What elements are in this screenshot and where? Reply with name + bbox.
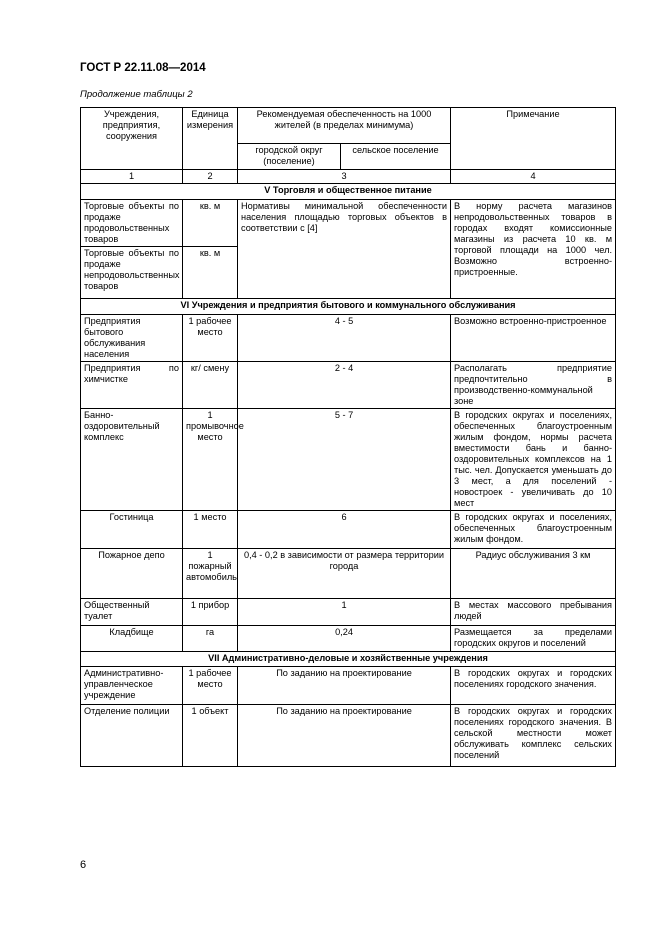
- col-number-3: 3: [238, 170, 451, 184]
- col-number-4: 4: [451, 170, 616, 184]
- row-value: 4 - 5: [238, 315, 451, 362]
- row-value: 1: [238, 599, 451, 626]
- row-unit: 1 прибор: [183, 599, 238, 626]
- col-number-2: 2: [183, 170, 238, 184]
- row-note: Размещается за пределами городских округов и поселений: [451, 626, 616, 652]
- row-name: Пожарное депо: [81, 549, 183, 599]
- row-unit: га: [183, 626, 238, 652]
- row-value: 2 - 4: [238, 362, 451, 409]
- row-note: В норму расчета магазинов непродовольственных товаров в городах входят комиссионные магазины из расчета 10 кв. м торговой площади на 1000 чел. Возможно встроенно- пристроенные.: [451, 200, 616, 299]
- row-unit: кв. м: [183, 247, 238, 299]
- row-name: Торговые объекты по продаже непродовольственных товаров: [81, 247, 183, 299]
- row-name: Предприятия бытового обслуживания населения: [81, 315, 183, 362]
- row-value: 6: [238, 511, 451, 549]
- table-caption: Продолжение таблицы 2: [80, 89, 193, 100]
- section-services: VI Учреждения и предприятия бытового и коммунального обслуживания: [81, 299, 616, 315]
- row-name: Предприятия по химчистке: [81, 362, 183, 409]
- row-name: Общественный туалет: [81, 599, 183, 626]
- page-number: 6: [80, 859, 87, 871]
- row-unit: 1 пожарный автомобиль: [183, 549, 238, 599]
- header-note: Примечание: [451, 108, 616, 170]
- row-name: Банно-оздоровительный комплекс: [81, 409, 183, 511]
- row-unit: 1 место: [183, 511, 238, 549]
- row-name: Кладбище: [81, 626, 183, 652]
- row-unit: 1 рабочее место: [183, 315, 238, 362]
- header-provision: Рекомендуемая обеспеченность на 1000 жителей (в пределах минимума): [238, 108, 451, 144]
- header-unit: Единица измерения: [183, 108, 238, 170]
- row-unit: 1 объект: [183, 705, 238, 767]
- row-note: Располагать предприятие предпочтительно в производственно-коммунальной зоне: [451, 362, 616, 409]
- row-value: По заданию на проектирование: [238, 705, 451, 767]
- row-value: По заданию на проектирование: [238, 667, 451, 705]
- row-value: 0,4 - 0,2 в зависимости от размера территории города: [238, 549, 451, 599]
- row-value: 5 - 7: [238, 409, 451, 511]
- header-rural: сельское поселение: [341, 144, 451, 170]
- row-unit: 1 промывочное место: [183, 409, 238, 511]
- row-note: В местах массового пребывания людей: [451, 599, 616, 626]
- header-urban: городской округ (поселение): [238, 144, 341, 170]
- row-unit: 1 рабочее место: [183, 667, 238, 705]
- section-admin: VII Административно-деловые и хозяйственные учреждения: [81, 652, 616, 667]
- row-note: Возможно встроенно-пристроенное: [451, 315, 616, 362]
- row-note: В городских округах и поселениях, обеспеченных благоустроенным жилым фондом.: [451, 511, 616, 549]
- row-note: В городских округах и городских поселениях городского значения. В сельской местности может обслуживать комплекс сельских поселений: [451, 705, 616, 767]
- row-name: Административно-управленческое учреждение: [81, 667, 183, 705]
- row-name: Торговые объекты по продаже продовольственных товаров: [81, 200, 183, 247]
- row-unit: кв. м: [183, 200, 238, 247]
- row-unit: кг/ смену: [183, 362, 238, 409]
- row-note: Радиус обслуживания 3 км: [451, 549, 616, 599]
- row-value: Нормативы минимальной обеспеченности населения площадью торговых объектов в соответствии с [4]: [238, 200, 451, 299]
- section-trade: V Торговля и общественное питание: [81, 184, 616, 200]
- row-name: Отделение полиции: [81, 705, 183, 767]
- header-institutions: Учреждения, предприятия, сооружения: [81, 108, 183, 170]
- row-value: 0,24: [238, 626, 451, 652]
- col-number-1: 1: [81, 170, 183, 184]
- document-title: ГОСТ Р 22.11.08—2014: [80, 62, 206, 74]
- row-name: Гостиница: [81, 511, 183, 549]
- provision-table: [80, 107, 616, 767]
- row-note: В городских округах и поселениях, обеспеченных благоустроенным жилым фондом, нормы расчета вместимости бань и банно-оздоровительных комплексов на 1 тыс. чел. Допускается уменьшать до 3 мест, а для поселений - новостроек - увеличивать до 10 мест: [451, 409, 616, 511]
- row-note: В городских округах и городских поселениях городского значения.: [451, 667, 616, 705]
